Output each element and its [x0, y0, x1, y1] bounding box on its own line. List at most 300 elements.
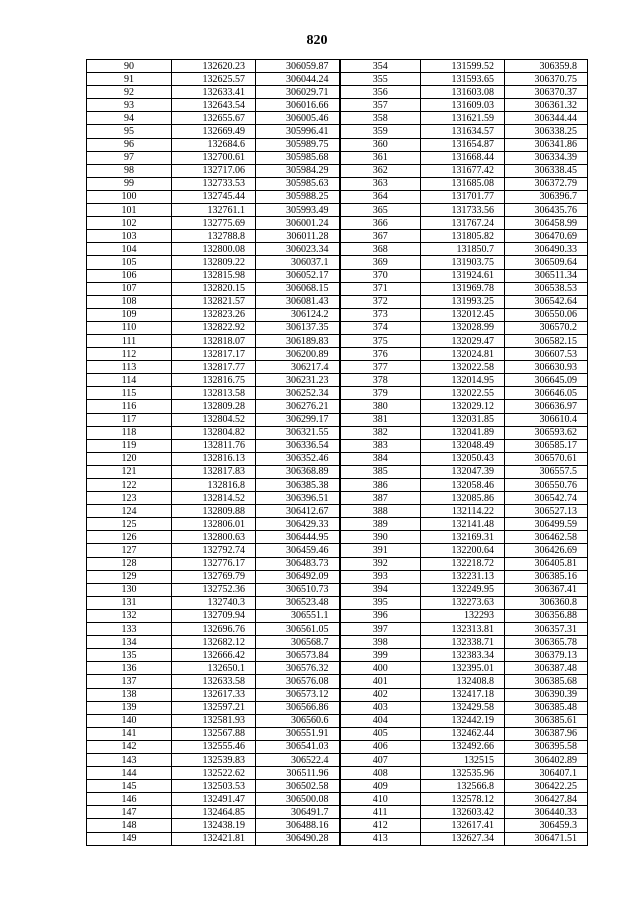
x-coordinate-right: 132028.99: [421, 321, 505, 334]
x-coordinate-left: 132822.92: [172, 321, 256, 334]
table-row: [87, 531, 588, 544]
x-coordinate-right: 132249.95: [421, 583, 505, 596]
table-row: [87, 649, 588, 662]
point-number-left: 113: [87, 361, 172, 374]
x-coordinate-left: 132752.36: [172, 583, 256, 596]
table-row: [87, 413, 588, 426]
point-number-right: 407: [340, 753, 421, 766]
x-coordinate-right: 131993.25: [421, 295, 505, 308]
x-coordinate-right: 132231.13: [421, 570, 505, 583]
point-number-right: 370: [340, 269, 421, 282]
table-row: [87, 544, 588, 557]
table-row: [87, 230, 588, 243]
y-coordinate-left: 305996.41: [256, 125, 340, 138]
x-coordinate-left: 132800.08: [172, 243, 256, 256]
y-coordinate-right: 306387.48: [505, 662, 588, 675]
coordinates-table-body: [87, 60, 588, 846]
table-row: [87, 832, 588, 845]
table-row: [87, 793, 588, 806]
point-number-right: 366: [340, 217, 421, 230]
point-number-right: 381: [340, 413, 421, 426]
point-number-right: 393: [340, 570, 421, 583]
y-coordinate-right: 306395.58: [505, 740, 588, 753]
x-coordinate-left: 132684.6: [172, 138, 256, 151]
x-coordinate-right: 131634.57: [421, 125, 505, 138]
y-coordinate-left: 306491.7: [256, 806, 340, 819]
x-coordinate-right: 132462.44: [421, 727, 505, 740]
x-coordinate-right: 132218.72: [421, 557, 505, 570]
point-number-left: 105: [87, 256, 172, 269]
y-coordinate-left: 305989.75: [256, 138, 340, 151]
point-number-left: 92: [87, 86, 172, 99]
x-coordinate-left: 132792.74: [172, 544, 256, 557]
point-number-right: 374: [340, 321, 421, 334]
x-coordinate-right: 131850.7: [421, 243, 505, 256]
x-coordinate-right: 132050.43: [421, 452, 505, 465]
table-row: [87, 780, 588, 793]
y-coordinate-right: 306610.4: [505, 413, 588, 426]
point-number-left: 134: [87, 636, 172, 649]
y-coordinate-right: 306357.31: [505, 623, 588, 636]
y-coordinate-right: 306458.99: [505, 217, 588, 230]
point-number-right: 411: [340, 806, 421, 819]
table-row: [87, 60, 588, 73]
x-coordinate-left: 132817.17: [172, 348, 256, 361]
x-coordinate-left: 132655.67: [172, 112, 256, 125]
coordinates-table: [86, 59, 588, 846]
x-coordinate-right: 132273.63: [421, 596, 505, 609]
table-row: [87, 819, 588, 832]
point-number-left: 98: [87, 164, 172, 177]
y-coordinate-left: 306459.46: [256, 544, 340, 557]
y-coordinate-left: 306511.96: [256, 767, 340, 780]
y-coordinate-left: 306488.16: [256, 819, 340, 832]
y-coordinate-right: 306646.05: [505, 387, 588, 400]
point-number-right: 388: [340, 505, 421, 518]
y-coordinate-left: 306005.46: [256, 112, 340, 125]
x-coordinate-right: 132024.81: [421, 348, 505, 361]
point-number-left: 120: [87, 452, 172, 465]
point-number-left: 124: [87, 505, 172, 518]
x-coordinate-left: 132625.57: [172, 73, 256, 86]
x-coordinate-right: 132029.12: [421, 400, 505, 413]
y-coordinate-left: 305993.49: [256, 204, 340, 217]
point-number-right: 386: [340, 479, 421, 492]
point-number-left: 129: [87, 570, 172, 583]
x-coordinate-left: 132818.07: [172, 334, 256, 347]
point-number-left: 126: [87, 531, 172, 544]
x-coordinate-left: 132816.8: [172, 479, 256, 492]
point-number-left: 114: [87, 374, 172, 387]
y-coordinate-right: 306459.3: [505, 819, 588, 832]
y-coordinate-left: 305988.25: [256, 190, 340, 203]
y-coordinate-right: 306385.16: [505, 570, 588, 583]
table-row: [87, 623, 588, 636]
point-number-left: 91: [87, 73, 172, 86]
x-coordinate-left: 132806.01: [172, 518, 256, 531]
table-row: [87, 479, 588, 492]
x-coordinate-right: 132041.89: [421, 426, 505, 439]
x-coordinate-left: 132555.46: [172, 740, 256, 753]
y-coordinate-right: 306405.81: [505, 557, 588, 570]
y-coordinate-right: 306607.53: [505, 348, 588, 361]
x-coordinate-left: 132522.62: [172, 767, 256, 780]
point-number-right: 380: [340, 400, 421, 413]
point-number-left: 135: [87, 649, 172, 662]
point-number-right: 360: [340, 138, 421, 151]
x-coordinate-right: 132383.34: [421, 649, 505, 662]
y-coordinate-left: 305984.29: [256, 164, 340, 177]
x-coordinate-right: 132408.8: [421, 675, 505, 688]
x-coordinate-right: 131677.42: [421, 164, 505, 177]
point-number-right: 364: [340, 190, 421, 203]
table-row: [87, 570, 588, 583]
y-coordinate-left: 306023.34: [256, 243, 340, 256]
point-number-right: 397: [340, 623, 421, 636]
table-row: [87, 675, 588, 688]
table-row: [87, 439, 588, 452]
x-coordinate-left: 132740.3: [172, 596, 256, 609]
y-coordinate-left: 305985.68: [256, 151, 340, 164]
x-coordinate-left: 132620.23: [172, 60, 256, 73]
point-number-left: 121: [87, 465, 172, 478]
y-coordinate-left: 306189.83: [256, 334, 340, 347]
point-number-left: 143: [87, 753, 172, 766]
table-row: [87, 387, 588, 400]
y-coordinate-right: 306385.48: [505, 701, 588, 714]
x-coordinate-right: 132515: [421, 753, 505, 766]
x-coordinate-left: 132597.21: [172, 701, 256, 714]
x-coordinate-right: 132338.71: [421, 636, 505, 649]
y-coordinate-right: 306379.13: [505, 649, 588, 662]
x-coordinate-right: 132085.86: [421, 492, 505, 505]
y-coordinate-left: 306492.09: [256, 570, 340, 583]
y-coordinate-right: 306370.37: [505, 86, 588, 99]
point-number-right: 382: [340, 426, 421, 439]
y-coordinate-right: 306645.09: [505, 374, 588, 387]
point-number-right: 400: [340, 662, 421, 675]
y-coordinate-right: 306385.61: [505, 714, 588, 727]
point-number-left: 131: [87, 596, 172, 609]
x-coordinate-left: 132816.75: [172, 374, 256, 387]
y-coordinate-right: 306542.64: [505, 295, 588, 308]
point-number-right: 369: [340, 256, 421, 269]
point-number-right: 365: [340, 204, 421, 217]
x-coordinate-right: 132031.85: [421, 413, 505, 426]
point-number-left: 130: [87, 583, 172, 596]
x-coordinate-left: 132809.88: [172, 505, 256, 518]
point-number-left: 125: [87, 518, 172, 531]
point-number-left: 123: [87, 492, 172, 505]
x-coordinate-right: 132200.64: [421, 544, 505, 557]
x-coordinate-right: 132029.47: [421, 334, 505, 347]
x-coordinate-left: 132682.12: [172, 636, 256, 649]
point-number-left: 142: [87, 740, 172, 753]
y-coordinate-right: 306557.5: [505, 465, 588, 478]
table-row: [87, 753, 588, 766]
table-row: [87, 361, 588, 374]
table-row: [87, 348, 588, 361]
table-row: [87, 701, 588, 714]
table-row: [87, 767, 588, 780]
point-number-right: 378: [340, 374, 421, 387]
y-coordinate-left: 306029.71: [256, 86, 340, 99]
y-coordinate-right: 306582.15: [505, 334, 588, 347]
x-coordinate-left: 132567.88: [172, 727, 256, 740]
y-coordinate-right: 306367.41: [505, 583, 588, 596]
point-number-right: 387: [340, 492, 421, 505]
table-row: [87, 295, 588, 308]
x-coordinate-left: 132633.41: [172, 86, 256, 99]
table-row: [87, 400, 588, 413]
point-number-right: 368: [340, 243, 421, 256]
point-number-left: 140: [87, 714, 172, 727]
table-row: [87, 740, 588, 753]
point-number-right: 376: [340, 348, 421, 361]
x-coordinate-right: 132627.34: [421, 832, 505, 845]
y-coordinate-right: 306550.06: [505, 308, 588, 321]
point-number-left: 149: [87, 832, 172, 845]
point-number-left: 137: [87, 675, 172, 688]
point-number-left: 145: [87, 780, 172, 793]
point-number-left: 148: [87, 819, 172, 832]
y-coordinate-right: 306509.64: [505, 256, 588, 269]
x-coordinate-right: 132535.96: [421, 767, 505, 780]
point-number-right: 385: [340, 465, 421, 478]
x-coordinate-left: 132811.76: [172, 439, 256, 452]
x-coordinate-left: 132775.69: [172, 217, 256, 230]
x-coordinate-left: 132821.57: [172, 295, 256, 308]
page-number: 820: [306, 33, 328, 48]
x-coordinate-left: 132643.54: [172, 99, 256, 112]
y-coordinate-left: 305985.63: [256, 177, 340, 190]
table-row: [87, 321, 588, 334]
x-coordinate-right: 132293: [421, 609, 505, 622]
y-coordinate-right: 306385.68: [505, 675, 588, 688]
y-coordinate-left: 306200.89: [256, 348, 340, 361]
y-coordinate-left: 306483.73: [256, 557, 340, 570]
x-coordinate-left: 132633.58: [172, 675, 256, 688]
y-coordinate-left: 306490.28: [256, 832, 340, 845]
y-coordinate-left: 306011.28: [256, 230, 340, 243]
point-number-left: 141: [87, 727, 172, 740]
y-coordinate-left: 306081.43: [256, 295, 340, 308]
x-coordinate-left: 132820.15: [172, 282, 256, 295]
table-row: [87, 505, 588, 518]
point-number-right: 355: [340, 73, 421, 86]
x-coordinate-right: 131924.61: [421, 269, 505, 282]
x-coordinate-right: 132395.01: [421, 662, 505, 675]
x-coordinate-right: 132429.58: [421, 701, 505, 714]
point-number-right: 399: [340, 649, 421, 662]
point-number-right: 398: [340, 636, 421, 649]
y-coordinate-left: 306568.7: [256, 636, 340, 649]
table-row: [87, 596, 588, 609]
x-coordinate-left: 132804.82: [172, 426, 256, 439]
y-coordinate-left: 306321.55: [256, 426, 340, 439]
x-coordinate-left: 132438.19: [172, 819, 256, 832]
y-coordinate-right: 306426.69: [505, 544, 588, 557]
x-coordinate-left: 132696.76: [172, 623, 256, 636]
y-coordinate-left: 306352.46: [256, 452, 340, 465]
point-number-left: 146: [87, 793, 172, 806]
x-coordinate-right: 131593.65: [421, 73, 505, 86]
point-number-right: 362: [340, 164, 421, 177]
y-coordinate-left: 306541.03: [256, 740, 340, 753]
x-coordinate-left: 132816.13: [172, 452, 256, 465]
x-coordinate-left: 132539.83: [172, 753, 256, 766]
y-coordinate-left: 306412.67: [256, 505, 340, 518]
y-coordinate-right: 306511.34: [505, 269, 588, 282]
y-coordinate-right: 306422.25: [505, 780, 588, 793]
point-number-right: 358: [340, 112, 421, 125]
point-number-left: 115: [87, 387, 172, 400]
x-coordinate-right: 132617.41: [421, 819, 505, 832]
table-row: [87, 269, 588, 282]
x-coordinate-right: 131609.03: [421, 99, 505, 112]
table-row: [87, 282, 588, 295]
x-coordinate-left: 132666.42: [172, 649, 256, 662]
y-coordinate-left: 306016.66: [256, 99, 340, 112]
x-coordinate-left: 132804.52: [172, 413, 256, 426]
x-coordinate-right: 132169.31: [421, 531, 505, 544]
y-coordinate-left: 306573.12: [256, 688, 340, 701]
x-coordinate-left: 132700.61: [172, 151, 256, 164]
x-coordinate-right: 132603.42: [421, 806, 505, 819]
point-number-left: 119: [87, 439, 172, 452]
point-number-right: 394: [340, 583, 421, 596]
x-coordinate-right: 132442.19: [421, 714, 505, 727]
x-coordinate-right: 132313.81: [421, 623, 505, 636]
point-number-right: 371: [340, 282, 421, 295]
y-coordinate-left: 306561.05: [256, 623, 340, 636]
y-coordinate-left: 306522.4: [256, 753, 340, 766]
x-coordinate-right: 132578.12: [421, 793, 505, 806]
y-coordinate-left: 306523.48: [256, 596, 340, 609]
y-coordinate-right: 306570.61: [505, 452, 588, 465]
y-coordinate-right: 306338.25: [505, 125, 588, 138]
point-number-right: 390: [340, 531, 421, 544]
x-coordinate-right: 131621.59: [421, 112, 505, 125]
point-number-right: 363: [340, 177, 421, 190]
table-row: [87, 204, 588, 217]
x-coordinate-left: 132817.77: [172, 361, 256, 374]
point-number-right: 408: [340, 767, 421, 780]
y-coordinate-right: 306550.76: [505, 479, 588, 492]
x-coordinate-right: 132141.48: [421, 518, 505, 531]
point-number-left: 132: [87, 609, 172, 622]
table-row: [87, 86, 588, 99]
point-number-left: 101: [87, 204, 172, 217]
point-number-left: 97: [87, 151, 172, 164]
y-coordinate-left: 306368.89: [256, 465, 340, 478]
y-coordinate-left: 306217.4: [256, 361, 340, 374]
x-coordinate-left: 132581.93: [172, 714, 256, 727]
y-coordinate-right: 306370.75: [505, 73, 588, 86]
point-number-right: 410: [340, 793, 421, 806]
table-row: [87, 465, 588, 478]
table-row: [87, 688, 588, 701]
y-coordinate-left: 306385.38: [256, 479, 340, 492]
y-coordinate-right: 306372.79: [505, 177, 588, 190]
point-number-right: 389: [340, 518, 421, 531]
point-number-right: 392: [340, 557, 421, 570]
x-coordinate-left: 132817.83: [172, 465, 256, 478]
point-number-right: 361: [340, 151, 421, 164]
x-coordinate-left: 132769.79: [172, 570, 256, 583]
y-coordinate-left: 306500.08: [256, 793, 340, 806]
table-row: [87, 125, 588, 138]
x-coordinate-right: 132047.39: [421, 465, 505, 478]
y-coordinate-right: 306334.39: [505, 151, 588, 164]
point-number-right: 373: [340, 308, 421, 321]
y-coordinate-right: 306361.32: [505, 99, 588, 112]
table-row: [87, 164, 588, 177]
table-row: [87, 727, 588, 740]
point-number-right: 372: [340, 295, 421, 308]
x-coordinate-left: 132814.52: [172, 492, 256, 505]
y-coordinate-right: 306341.86: [505, 138, 588, 151]
y-coordinate-left: 306137.35: [256, 321, 340, 334]
x-coordinate-left: 132464.85: [172, 806, 256, 819]
y-coordinate-right: 306630.93: [505, 361, 588, 374]
x-coordinate-right: 132012.45: [421, 308, 505, 321]
x-coordinate-right: 131701.77: [421, 190, 505, 203]
table-row: [87, 73, 588, 86]
y-coordinate-right: 306470.69: [505, 230, 588, 243]
point-number-right: 377: [340, 361, 421, 374]
table-row: [87, 334, 588, 347]
x-coordinate-left: 132800.63: [172, 531, 256, 544]
point-number-left: 93: [87, 99, 172, 112]
x-coordinate-left: 132788.8: [172, 230, 256, 243]
point-number-left: 128: [87, 557, 172, 570]
y-coordinate-left: 306444.95: [256, 531, 340, 544]
x-coordinate-right: 132566.8: [421, 780, 505, 793]
y-coordinate-right: 306365.78: [505, 636, 588, 649]
point-number-right: 383: [340, 439, 421, 452]
y-coordinate-right: 306462.58: [505, 531, 588, 544]
y-coordinate-left: 306037.1: [256, 256, 340, 269]
x-coordinate-right: 132022.58: [421, 361, 505, 374]
x-coordinate-right: 131969.78: [421, 282, 505, 295]
y-coordinate-right: 306499.59: [505, 518, 588, 531]
x-coordinate-left: 132617.33: [172, 688, 256, 701]
table-row: [87, 256, 588, 269]
y-coordinate-left: 306560.6: [256, 714, 340, 727]
y-coordinate-left: 306551.1: [256, 609, 340, 622]
point-number-left: 90: [87, 60, 172, 73]
y-coordinate-right: 306527.13: [505, 505, 588, 518]
point-number-left: 139: [87, 701, 172, 714]
point-number-left: 100: [87, 190, 172, 203]
table-row: [87, 806, 588, 819]
point-number-right: 375: [340, 334, 421, 347]
point-number-left: 133: [87, 623, 172, 636]
y-coordinate-right: 306593.62: [505, 426, 588, 439]
y-coordinate-right: 306390.39: [505, 688, 588, 701]
y-coordinate-left: 306573.84: [256, 649, 340, 662]
table-row: [87, 636, 588, 649]
x-coordinate-right: 132492.66: [421, 740, 505, 753]
point-number-left: 106: [87, 269, 172, 282]
point-number-right: 404: [340, 714, 421, 727]
y-coordinate-right: 306570.2: [505, 321, 588, 334]
point-number-left: 103: [87, 230, 172, 243]
point-number-left: 102: [87, 217, 172, 230]
y-coordinate-right: 306538.53: [505, 282, 588, 295]
x-coordinate-left: 132761.1: [172, 204, 256, 217]
